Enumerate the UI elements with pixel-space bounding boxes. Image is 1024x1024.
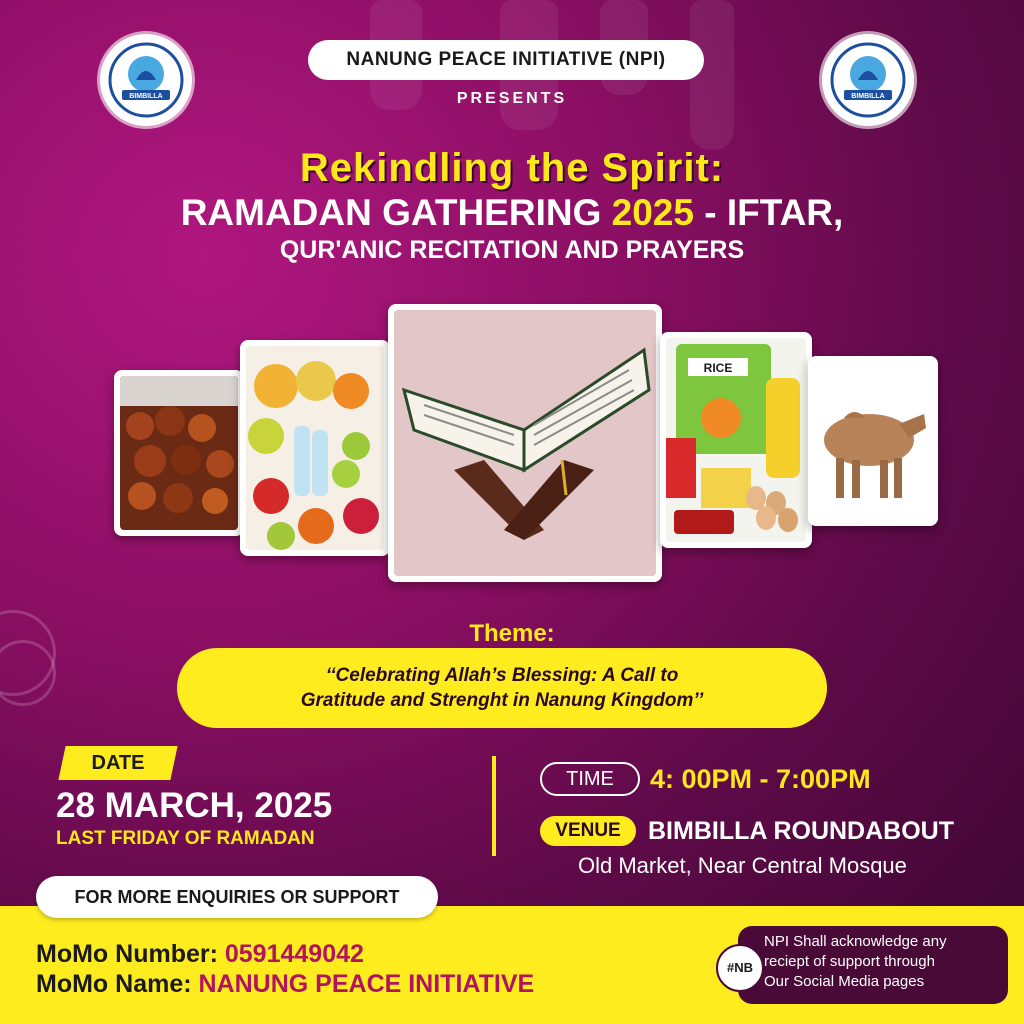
logo-text: BIMBILLA bbox=[851, 93, 885, 100]
org-name: NANUNG PEACE INITIATIVE (NPI) bbox=[308, 40, 704, 80]
theme-line: Gratitude and Strenght in Nanung Kingdom’’ bbox=[300, 690, 704, 711]
quran-image bbox=[388, 304, 662, 582]
bimbilla-logo bbox=[100, 34, 192, 126]
logo-text: BIMBILLA bbox=[129, 93, 163, 100]
date-value: 28 MARCH, 2025 bbox=[56, 786, 333, 825]
title-tagline: Rekindling the Spirit: bbox=[299, 146, 725, 190]
note-line: NPI Shall acknowledge any bbox=[764, 933, 947, 950]
momo-number-label: MoMo Number: bbox=[36, 940, 225, 968]
note-line: Our Social Media pages bbox=[764, 973, 925, 990]
venue-label: VENUE bbox=[540, 816, 636, 846]
divider bbox=[492, 756, 496, 856]
momo-number bbox=[36, 940, 364, 969]
theme-line: ‘‘Celebrating Allah’s Blessing: A Call to bbox=[325, 665, 679, 686]
venue-address: Old Market, Near Central Mosque bbox=[578, 853, 907, 878]
fruits-and-water-image bbox=[240, 340, 390, 556]
grilled-meat-image bbox=[114, 370, 244, 536]
momo-number-value: 0591449042 bbox=[224, 940, 364, 968]
venue-value: BIMBILLA ROUNDABOUT bbox=[648, 817, 954, 845]
theme-banner bbox=[177, 648, 827, 728]
momo-name-label: MoMo Name: bbox=[36, 970, 199, 998]
title-prefix: RAMADAN GATHERING bbox=[180, 192, 612, 233]
event-title bbox=[0, 192, 1024, 234]
cow-image bbox=[808, 356, 938, 526]
enquiries-label: FOR MORE ENQUIRIES OR SUPPORT bbox=[36, 876, 438, 918]
date-tag bbox=[58, 746, 177, 780]
date-subtitle: LAST FRIDAY OF RAMADAN bbox=[56, 828, 315, 849]
title-year: 2025 bbox=[611, 192, 694, 233]
momo-name bbox=[36, 970, 534, 999]
note-line: reciept of support through bbox=[764, 953, 935, 970]
title-suffix: - IFTAR, bbox=[693, 192, 844, 233]
time-value: 4: 00PM - 7:00PM bbox=[650, 764, 871, 794]
event-subtitle: QUR'ANIC RECITATION AND PRAYERS bbox=[279, 236, 745, 264]
note-text bbox=[764, 932, 1000, 992]
date-label: DATE bbox=[91, 752, 145, 774]
groceries-image bbox=[660, 332, 812, 548]
time-label: TIME bbox=[540, 762, 640, 796]
presents-label: PRESENTS bbox=[456, 90, 568, 107]
theme-label: Theme: bbox=[469, 620, 555, 647]
momo-name-value: NANUNG PEACE INITIATIVE bbox=[198, 970, 535, 998]
nb-badge: #NB bbox=[716, 944, 764, 992]
bimbilla-logo bbox=[822, 34, 914, 126]
svg-text:RICE: RICE bbox=[703, 361, 733, 375]
